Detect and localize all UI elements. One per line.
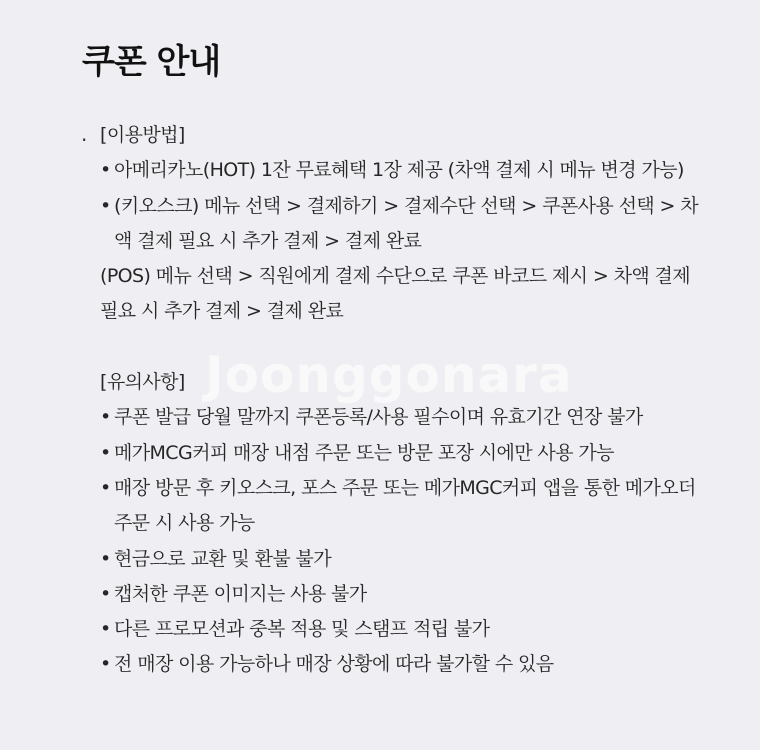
usage-item (100, 189, 700, 260)
section-spacer (100, 330, 700, 365)
usage-heading: [이용방법] (100, 124, 185, 146)
notes-item-text: 다른 프로모션과 중복 적용 및 스탬프 적립 불가 (114, 618, 490, 641)
bullet-dot: • (100, 159, 111, 182)
pos-usage-text: (POS) 메뉴 선택 > 직원에게 결제 수단으로 쿠폰 바코드 제시 > 차액 결제 필요 시 추가 결제 > 결제 완료 (100, 265, 691, 323)
bullet-dot: • (100, 582, 111, 605)
bullet-dot: • (100, 618, 111, 641)
notes-item (100, 436, 700, 471)
usage-item (100, 153, 700, 188)
section-bullet: · (81, 128, 88, 152)
notes-item (100, 647, 700, 682)
notes-item (100, 400, 700, 435)
notes-item-text: 캡처한 쿠폰 이미지는 사용 불가 (114, 582, 367, 605)
notes-item (100, 471, 700, 542)
bullet-dot: • (100, 406, 111, 429)
notes-item-text: 현금으로 교환 및 환불 불가 (114, 547, 332, 570)
notes-item-text: 매장 방문 후 키오스크, 포스 주문 또는 메가MGC커피 앱을 통한 메가오더 주문 시 사용 가능 (114, 476, 696, 535)
bullet-dot: • (100, 547, 111, 570)
watermark: Joonggonara (205, 346, 573, 404)
notes-item-text: 쿠폰 발급 당월 말까지 쿠폰등록/사용 필수이며 유효기간 연장 불가 (114, 406, 643, 429)
usage-item-text: (키오스크) 메뉴 선택 > 결제하기 > 결제수단 선택 > 쿠폰사용 선택 > 차액 결제 필요 시 추가 결제 > 결제 완료 (114, 194, 699, 252)
usage-item-text: 아메리카노(HOT) 1잔 무료혜택 1장 제공 (차액 결제 시 메뉴 변경 가능) (114, 159, 684, 182)
bullet-dot: • (100, 476, 111, 499)
bullet-dot: • (100, 653, 111, 676)
bullet-dot: • (100, 194, 111, 217)
bullet-dot: • (100, 441, 111, 464)
page-title: 쿠폰 안내 (82, 42, 221, 82)
notes-item (100, 577, 700, 612)
notes-item-text: 메가MCG커피 매장 내점 주문 또는 방문 포장 시에만 사용 가능 (114, 441, 614, 464)
guide-content (100, 118, 700, 683)
notes-item (100, 612, 700, 647)
notes-item-text: 전 매장 이용 가능하나 매장 상황에 따라 불가할 수 있음 (114, 653, 554, 676)
notes-item (100, 542, 700, 577)
notes-heading: [유의사항] (100, 371, 185, 394)
